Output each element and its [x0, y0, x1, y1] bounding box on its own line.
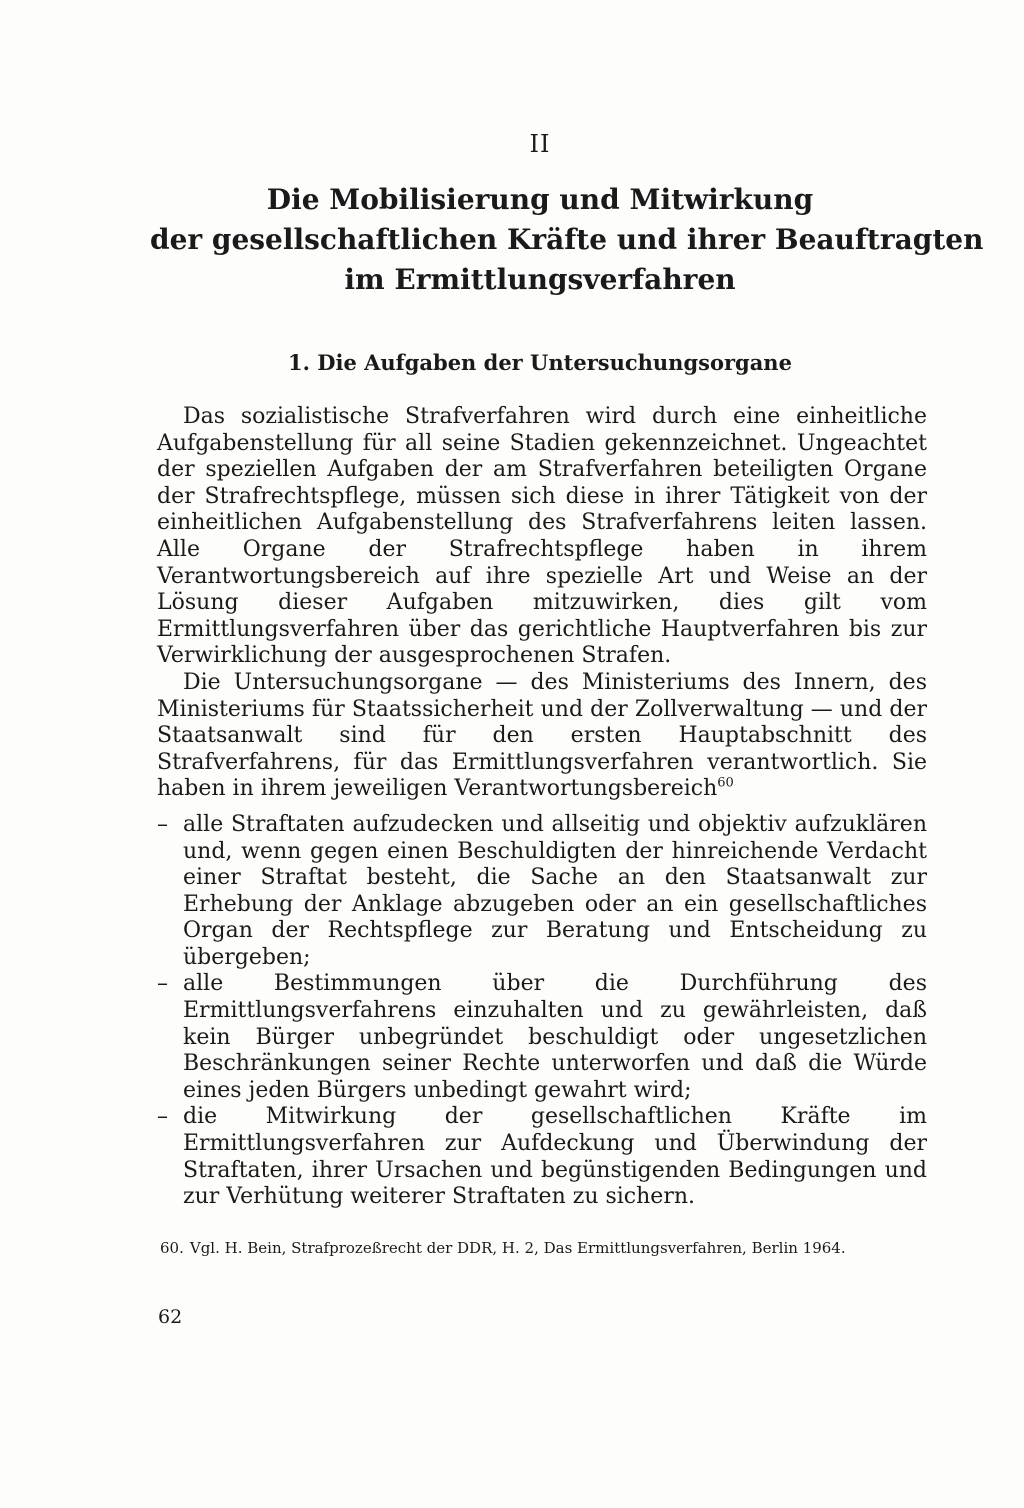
chapter-title-line: der gesellschaftlichen Kräfte und ihrer Beauftragten: [150, 223, 984, 256]
paragraph: [157, 404, 927, 670]
dash-bullet: –: [157, 971, 168, 997]
list-item: [157, 971, 927, 1104]
section-heading: 1. Die Aufgaben der Untersuchungsorgane: [288, 350, 792, 375]
list-item-text: die Mitwirkung der gesellschaftlichen Kräfte im Ermittlungsverfahren zur Aufdeckung und Überwindung der Straftaten, ihrer Ursachen und begünstigenden Bedingungen und zur Verhütung weiterer Straftaten zu sichern.: [183, 1104, 927, 1210]
duty-list: [157, 812, 927, 1211]
list-item: [157, 1104, 927, 1210]
dash-bullet: –: [157, 811, 168, 837]
chapter-title-line: im Ermittlungsverfahren: [344, 263, 736, 296]
body-text: [157, 404, 927, 1211]
footnote-number: 60.: [160, 1239, 184, 1257]
chapter-title: [150, 180, 984, 300]
list-item-text: alle Bestimmungen über die Durchführung des Ermittlungsverfahrens einzuhalten und zu gewährleisten, daß kein Bürger unbegründet beschuldigt oder ungesetzlichen Beschränkungen seiner Rechte unterworfen und daß die Würde eines jeden Bürgers unbedingt gewahrt wird;: [183, 971, 927, 1103]
chapter-number: II: [529, 130, 551, 158]
footnote-reference[interactable]: 60: [717, 775, 734, 791]
chapter-title-line: Die Mobilisierung und Mitwirkung: [266, 183, 814, 216]
footnote: [160, 1238, 926, 1259]
list-item-text: alle Straftaten aufzudecken und allseitig und objektiv aufzuklären und, wenn gegen einen Beschuldigten der hinreichende Verdacht einer Straftat besteht, die Sache an den Staatsanwalt zur Erhebung der Anklage abzugeben oder an ein gesellschaftliches Organ der Rechtspflege zur Beratung und Entscheidung zu übergeben;: [183, 811, 927, 970]
paragraph-text: Die Untersuchungsorgane — des Ministeriums des Innern, des Ministeriums für Staatssicherheit und der Zollverwaltung — und der Staatsanwalt sind für den ersten Hauptabschnitt des Strafverfahrens, für das Ermittlungsverfahren verantwortlich. Sie haben in ihrem jeweiligen Verantwortungsbereich: [157, 669, 927, 802]
dash-bullet: –: [157, 1104, 168, 1130]
list-item: [157, 812, 927, 972]
paragraph-text: Das sozialistische Strafverfahren wird durch eine einheitliche Aufgabenstellung für all seine Stadien gekennzeichnet. Ungeachtet der speziellen Aufgaben der am Strafverfahren beteiligten Organe der Strafrechtspflege, müssen sich diese in ihrer Tätigkeit von der einheitlichen Aufgabenstellung des Strafverfahrens leiten lassen. Alle Organe der Strafrechtspflege haben in ihrem Verantwortungsbereich auf ihre spezielle Art und Weise an der Lösung dieser Aufgaben mitzuwirken, dies gilt vom Ermittlungsverfahren über das gerichtliche Hauptverfahren bis zur Verwirklichung der ausgesprochenen Strafen.: [157, 404, 927, 669]
page-number: 62: [158, 1306, 183, 1328]
paragraph: [157, 670, 927, 803]
footnote-text: Vgl. H. Bein, Strafprozeßrecht der DDR, H. 2, Das Ermittlungsverfahren, Berlin 1964.: [189, 1239, 846, 1257]
